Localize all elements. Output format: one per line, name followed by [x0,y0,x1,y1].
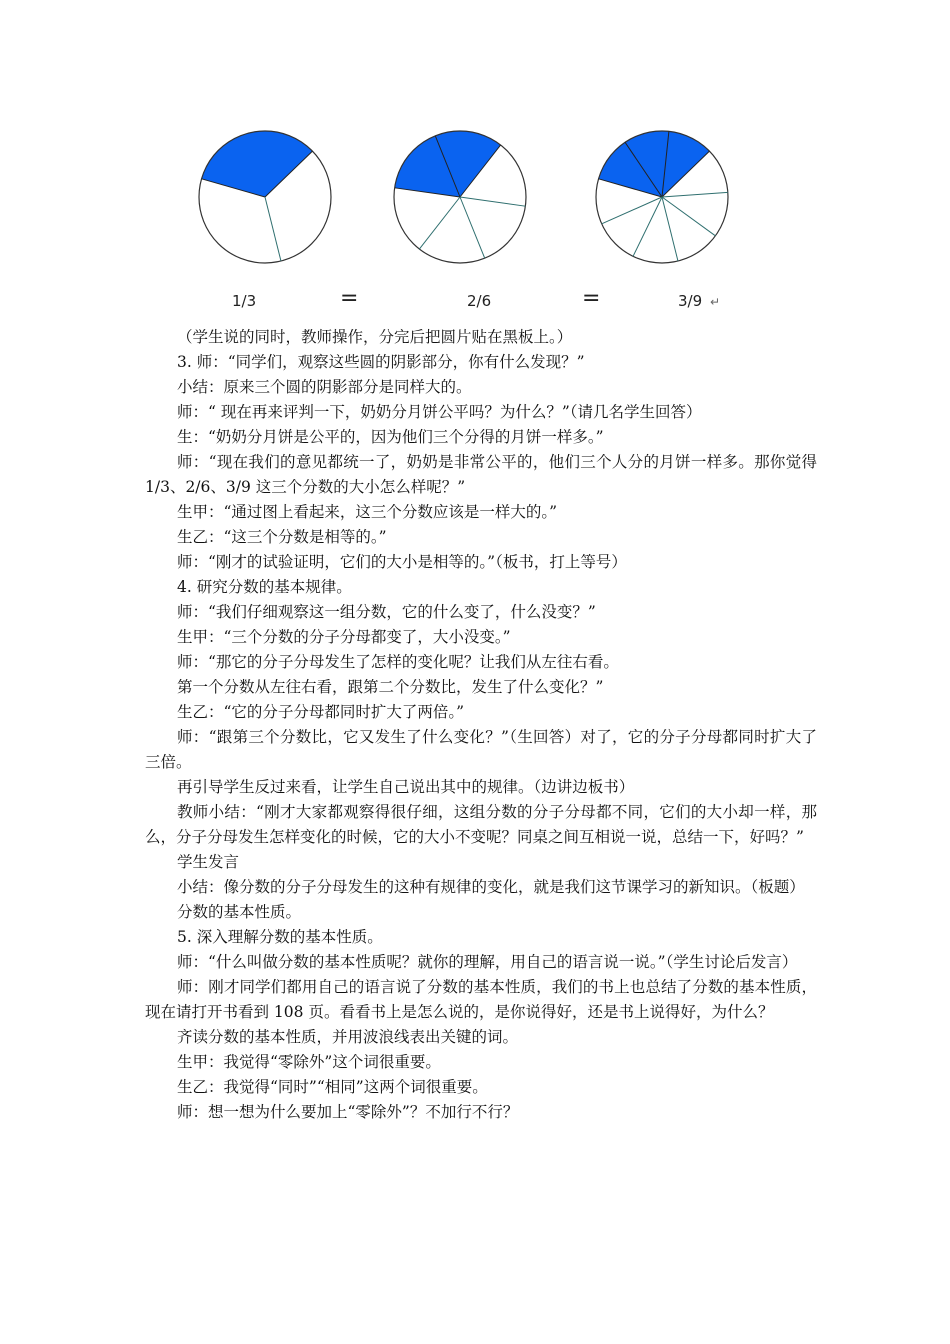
fraction-label-1-3: 1/3 [232,292,257,310]
text-paragraph: （学生说的同时，教师操作，分完后把圆片贴在黑板上。） [177,328,573,346]
text-paragraph: 师：想一想为什么要加上“零除外”？不加行不行？ [177,1103,519,1121]
division-line [633,197,662,256]
circles-layer [199,131,728,263]
text-paragraph: 齐读分数的基本性质，并用波浪线表出关键的词。 [177,1028,519,1046]
text-paragraph: 生甲：我觉得“零除外”这个词很重要。 [177,1053,441,1071]
text-paragraph: 师：刚才同学们都用自己的语言说了分数的基本性质，我们的书上也总结了分数的基本性质，现在请打开书看到 108 页。看看书上是怎么说的，是你说得好，还是书上说得好，为什么？ [145,978,817,1021]
text-paragraph: 师：“现在我们的意见都统一了，奶奶是非常公平的，他们三个人分的月饼一样多。那你觉得 1/3、2/6、3/9 这三个分数的大小怎么样呢？” [145,453,817,496]
equals-sign-2: = [582,286,601,311]
shaded-sector [395,131,501,197]
fraction-circle-2 [394,131,526,263]
text-paragraph: 生甲：“三个分数的分子分母都变了，大小没变。” [177,628,511,646]
division-line [602,197,662,224]
text-paragraph: 生乙：“这三个分数是相等的。” [177,528,387,546]
shaded-sector [599,131,710,197]
text-paragraph: 生乙：我觉得“同时”“相同”这两个词很重要。 [177,1078,488,1096]
division-line [662,192,728,197]
shaded-sector [202,131,313,197]
text-paragraph: 师：“我们仔细观察这一组分数，它的什么变了，什么没变？” [177,603,596,621]
fraction-circles-svg [190,120,750,320]
text-paragraph: 教师小结：“刚才大家都观察得很仔细，这组分数的分子分母都不同，它们的大小却一样，那么，分子分母发生怎样变化的时候，它的大小不变呢？同桌之间互相说一说，总结一下，好吗？” [145,803,817,846]
fraction-circles-figure [190,120,750,320]
text-paragraph: 再引导学生反过来看，让学生自己说出其中的规律。（边讲边板书） [177,778,635,796]
lesson-text [145,325,817,1125]
fraction-circle-3 [596,131,728,263]
text-paragraph: 师：“那它的分子分母发生了怎样的变化呢？让我们从左往右看。 [177,653,619,671]
equals-sign-1: = [340,286,359,311]
text-paragraph: 生乙：“它的分子分母都同时扩大了两倍。” [177,703,465,721]
fraction-label-2-6: 2/6 [467,292,492,310]
division-line [265,197,281,261]
text-paragraph: 师：“ 现在再来评判一下，奶奶分月饼公平吗？为什么？”（请几名学生回答） [177,403,702,421]
division-line [419,197,460,249]
text-paragraph: 师：“跟第三个分数比，它又发生了什么变化？”（生回答）对了，它的分子分母都同时扩大了三倍。 [145,728,817,771]
text-paragraph: 4. 研究分数的基本规律。 [177,578,352,596]
return-mark: ↵ [710,295,721,309]
text-paragraph: 分数的基本性质。 [177,903,302,921]
text-paragraph: 学生发言 [177,853,240,871]
text-paragraph: 3. 师：“同学们，观察这些圆的阴影部分，你有什么发现？” [177,353,585,371]
division-line [460,197,485,258]
text-paragraph: 第一个分数从左往右看，跟第二个分数比，发生了什么变化？” [177,678,604,696]
text-paragraph: 生甲：“通过图上看起来，这三个分数应该是一样大的。” [177,503,558,521]
text-paragraph: 师：“什么叫做分数的基本性质呢？就你的理解，用自己的语言说一说。”（学生讨论后发言） [177,953,798,971]
text-paragraph: 小结：原来三个圆的阴影部分是同样大的。 [177,378,472,396]
fraction-circle-1 [199,131,331,263]
fraction-label-3-9: 3/9 [678,292,703,310]
text-paragraph: 5. 深入理解分数的基本性质。 [177,928,383,946]
text-paragraph: 生：“奶奶分月饼是公平的，因为他们三个分得的月饼一样多。” [177,428,604,446]
text-paragraph: 小结：像分数的分子分母发生的这种有规律的变化，就是我们这节课学习的新知识。（板题） [177,878,805,896]
text-paragraph: 师：“刚才的试验证明，它们的大小是相等的。”（板书，打上等号） [177,553,627,571]
division-line [460,197,525,206]
